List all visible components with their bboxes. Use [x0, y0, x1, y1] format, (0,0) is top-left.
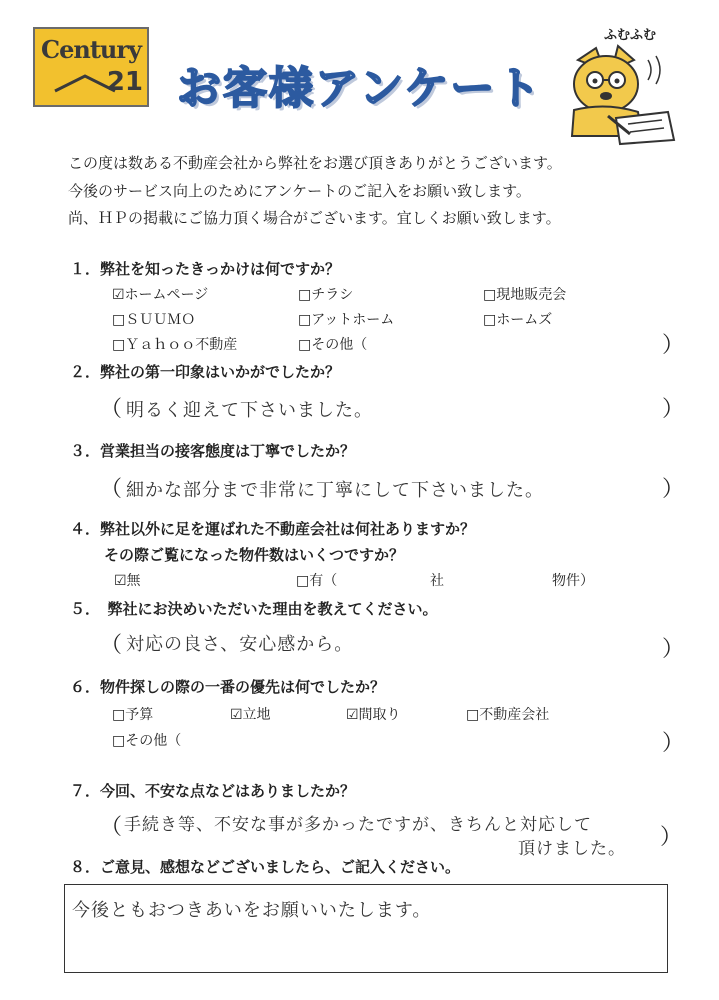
question-7: ７．今回、不安な点などはありましたか？	[70, 782, 356, 800]
q1-option-open-house[interactable]: □現地販売会	[483, 287, 567, 303]
logo-wordmark: Century	[41, 35, 141, 64]
q8-handwritten-answer: 今後ともおつきあいをお願いいたします。	[72, 900, 432, 921]
q1-option-other[interactable]: □その他（	[298, 337, 368, 353]
q4-option-yes[interactable]: □有（	[296, 573, 338, 589]
q3-close-paren: ）	[662, 477, 685, 502]
question-4: ４．弊社以外に足を運ばれた不動産会社は何社ありますか？	[70, 520, 476, 538]
q1-close-paren: ）	[662, 333, 685, 358]
q2-open-paren: （	[100, 397, 123, 422]
question-2: ２．弊社の第一印象はいかがでしたか？	[70, 363, 341, 381]
q1-option-suumo[interactable]: □ＳＵＵＭＯ	[112, 312, 196, 328]
q6-option-location[interactable]: ☑立地	[230, 707, 271, 723]
q2-close-paren: ）	[662, 397, 685, 422]
q1-option-flyer[interactable]: □チラシ	[298, 287, 354, 303]
q4-option-none[interactable]: ☑無	[114, 573, 141, 589]
q1-option-homes[interactable]: □ホームズ	[483, 312, 553, 328]
q5-handwritten-answer: 対応の良さ、安心感から。	[126, 634, 354, 655]
q6-option-budget[interactable]: □予算	[112, 707, 154, 723]
q7-handwritten-answer-line-2: 頂けました。	[518, 839, 626, 859]
q3-handwritten-answer: 細かな部分まで非常に丁寧にして下さいました。	[126, 480, 544, 501]
intro-line-1: この度は数ある不動産会社から弊社をお選び頂きありがとうございます。	[68, 154, 562, 172]
question-5: ５． 弊社にお決めいただいた理由を教えてください。	[70, 600, 438, 618]
question-6: ６．物件探しの際の一番の優先は何でしたか？	[70, 678, 386, 696]
q1-option-athome[interactable]: □アットホーム	[298, 312, 395, 328]
mascot-illustration	[556, 18, 686, 148]
q4-unit-property: 物件）	[552, 573, 594, 589]
q6-option-agency[interactable]: □不動産会社	[466, 707, 550, 723]
q5-close-paren: ）	[662, 637, 685, 662]
q1-option-yahoo[interactable]: □Ｙａｈｏｏ不動産	[112, 337, 238, 353]
q6-option-other[interactable]: □その他（	[112, 733, 182, 749]
q2-handwritten-answer: 明るく迎えて下さいました。	[126, 400, 373, 421]
intro-line-3: 尚、ＨＰの掲載にご協力頂く場合がございます。宜しくお願い致します。	[68, 209, 561, 227]
question-8: ８．ご意見、感想などございましたら、ご記入ください。	[70, 858, 461, 876]
question-3: ３．営業担当の接客態度は丁寧でしたか？	[70, 442, 356, 460]
q5-open-paren: （	[100, 633, 123, 658]
page-title: お客様アンケート	[177, 63, 543, 114]
question-4-sub: その際ご覧になった物件数はいくつですか？	[104, 546, 405, 564]
q7-close-paren: ）	[660, 825, 683, 850]
q7-handwritten-answer-line-1: 手続き等、不安な事が多かったですが、きちんと対応して	[124, 815, 592, 835]
q6-close-paren: ）	[662, 731, 685, 756]
q7-open-paren: （	[100, 815, 123, 840]
q3-open-paren: （	[100, 477, 123, 502]
intro-line-2: 今後のサービス向上のためにアンケートのご記入をお願い致します。	[68, 182, 531, 200]
century21-logo	[33, 27, 149, 107]
q1-option-homepage[interactable]: ☑ホームページ	[112, 287, 209, 303]
question-1: １．弊社を知ったきっかけは何ですか？	[70, 260, 341, 278]
q6-option-layout[interactable]: ☑間取り	[346, 707, 401, 723]
logo-number: 21	[106, 67, 143, 97]
q4-unit-company: 社	[430, 573, 444, 589]
mascot-caption: ふむふむ	[604, 28, 657, 43]
dog-writing-icon	[556, 40, 686, 148]
